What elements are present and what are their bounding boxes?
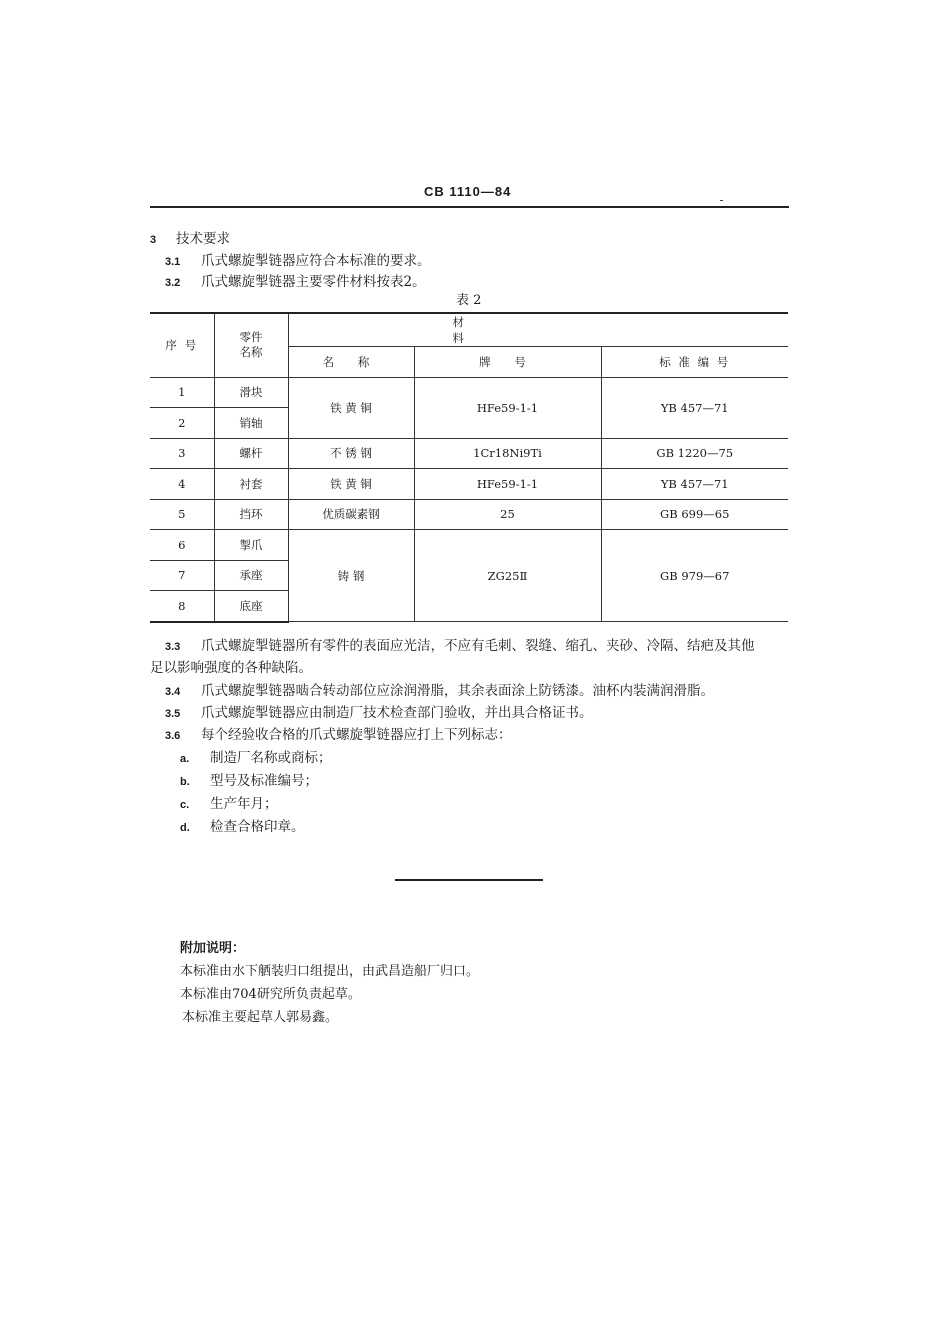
- standard-code: CB 1110—84: [424, 184, 512, 199]
- clause-3-3: [165, 634, 755, 654]
- cell-seq: 7: [150, 560, 214, 591]
- cell-grade: HFe59-1-1: [414, 469, 601, 500]
- cell-part: 掣爪: [214, 530, 288, 561]
- list-text: 生产年月；: [210, 796, 278, 812]
- cell-part: 底座: [214, 591, 288, 622]
- cell-part: 衬套: [214, 469, 288, 500]
- clause-3-6: [165, 723, 512, 743]
- cell-seq: 6: [150, 530, 214, 561]
- clause-number: 3.6: [165, 730, 181, 742]
- clause-3-4: [165, 679, 714, 699]
- cell-material-name: 铸 钢: [288, 530, 414, 622]
- header-rule: [150, 206, 789, 208]
- header-seq: 序 号: [150, 313, 214, 377]
- section-title: 技术要求: [176, 231, 230, 247]
- materials-table: [150, 312, 788, 623]
- list-label: d.: [180, 822, 190, 834]
- footer-line: 本标准由704研究所负责起草。: [180, 987, 361, 1002]
- table-row: [150, 438, 788, 469]
- cell-part: 挡环: [214, 499, 288, 530]
- clause-3-1: [165, 249, 431, 269]
- table-row: [150, 530, 788, 561]
- cell-material-name: 铁 黄 铜: [288, 377, 414, 438]
- clause-3-5: [165, 701, 593, 721]
- list-item: [180, 746, 332, 766]
- cell-seq: 1: [150, 377, 214, 408]
- cell-seq: 5: [150, 499, 214, 530]
- table-caption: 表 2: [456, 293, 482, 308]
- cell-part: 承座: [214, 560, 288, 591]
- clause-number: 3.4: [165, 686, 181, 698]
- cell-standard: GB 699—65: [601, 499, 788, 530]
- cell-material-name: 不 锈 钢: [288, 438, 414, 469]
- clause-number: 3.3: [165, 641, 181, 653]
- header-material: 材 料: [288, 313, 788, 347]
- cell-material-name: 铁 黄 铜: [288, 469, 414, 500]
- list-item: [180, 792, 278, 812]
- list-text: 型号及标准编号；: [210, 773, 318, 789]
- cell-grade: 1Cr18Ni9Ti: [414, 438, 601, 469]
- section-heading: [150, 227, 230, 247]
- cell-standard: GB 1220—75: [601, 438, 788, 469]
- clause-text: 爪式螺旋掣链器所有零件的表面应光洁，不应有毛刺、裂缝、缩孔、夹砂、冷隔、结疤及其他: [201, 638, 755, 654]
- list-label: c.: [180, 799, 190, 811]
- clause-text: 爪式螺旋掣链器应符合本标准的要求。: [201, 253, 431, 269]
- cell-seq: 2: [150, 408, 214, 439]
- list-item: [180, 815, 305, 835]
- table-row: [150, 377, 788, 408]
- list-text: 制造厂名称或商标；: [210, 750, 332, 766]
- list-label: a.: [180, 753, 190, 765]
- list-label: b.: [180, 776, 190, 788]
- cell-seq: 4: [150, 469, 214, 500]
- clause-text: 爪式螺旋掣链器应由制造厂技术检查部门验收，并出具合格证书。: [201, 705, 593, 721]
- section-number: 3: [150, 234, 157, 246]
- cell-seq: 8: [150, 591, 214, 622]
- cell-part: 螺杆: [214, 438, 288, 469]
- clause-text: 爪式螺旋掣链器啮合转动部位应涂润滑脂，其余表面涂上防锈漆。油杯内装满润滑脂。: [201, 683, 714, 699]
- clause-3-2: [165, 270, 426, 290]
- footer-line: 本标准主要起草人郭易鑫。: [182, 1010, 339, 1025]
- table-row: [150, 499, 788, 530]
- header-material-name: 名 称: [288, 347, 414, 378]
- section-divider: [395, 879, 543, 881]
- footer-title: 附加说明：: [180, 941, 246, 956]
- clause-3-3-continued: 足以影响强度的各种缺陷。: [150, 660, 312, 676]
- header-grade: 牌 号: [414, 347, 601, 378]
- cell-part: 销轴: [214, 408, 288, 439]
- footer-line: 本标准由水下舾装归口组提出，由武昌造船厂归口。: [180, 964, 480, 979]
- cell-grade: ZG25Ⅱ: [414, 530, 601, 622]
- clause-text: 每个经验收合格的爪式螺旋掣链器应打上下列标志：: [201, 727, 512, 743]
- cell-seq: 3: [150, 438, 214, 469]
- clause-number: 3.1: [165, 256, 181, 268]
- cell-standard: YB 457—71: [601, 469, 788, 500]
- cell-grade: HFe59-1-1: [414, 377, 601, 438]
- list-item: [180, 769, 318, 789]
- header-part-name: 零件 名称: [214, 313, 288, 377]
- list-text: 检查合格印章。: [210, 819, 305, 835]
- cell-part: 滑块: [214, 377, 288, 408]
- cell-material-name: 优质碳素钢: [288, 499, 414, 530]
- cell-standard: YB 457—71: [601, 377, 788, 438]
- table-row: [150, 469, 788, 500]
- clause-text: 爪式螺旋掣链器主要零件材料按表2。: [201, 274, 426, 290]
- clause-number: 3.2: [165, 277, 181, 289]
- rule-speck: [720, 200, 723, 201]
- cell-standard: GB 979—67: [601, 530, 788, 622]
- clause-number: 3.5: [165, 708, 181, 720]
- cell-grade: 25: [414, 499, 601, 530]
- header-standard: 标 准 编 号: [601, 347, 788, 378]
